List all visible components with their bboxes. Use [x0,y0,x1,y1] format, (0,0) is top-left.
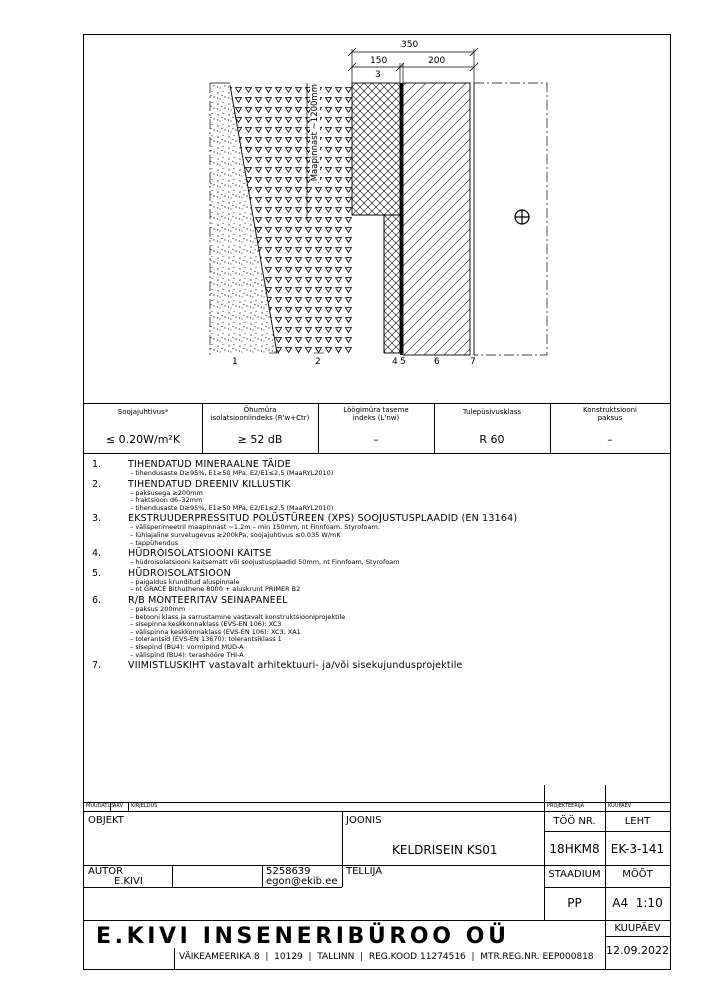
company-name: E.KIVI INSENERIBÜROO OÜ [96,924,510,949]
layer-num-4: 4 [392,357,398,367]
staadium-value: PP [567,896,582,910]
note-item [92,595,662,659]
note-title: TIHENDATUD MINERAALNE TÄIDE [128,459,291,470]
note-title: R/B MONTEERITAV SEINAPANEEL [128,594,288,606]
too-nr-label: TÖÖ NR. [553,816,596,827]
value-fire-class: R 60 [479,433,505,446]
value-thermal: ≤ 0.20W/m²K [105,433,181,446]
note-detail: – tolerantsid (EVS-EN 13670): tolerantsiklass 1 [130,635,282,644]
too-nr-value: 18HKM8 [549,842,600,856]
dim-xps: 150 [370,56,388,66]
header-airborne-sound: Õhumüra isolatsiooniindeks (R'w+Ctr) [210,406,310,422]
note-item [92,479,662,513]
note-number: 7. [92,660,102,672]
note-detail: – lühiajaline survetugevus ≥200kPa, soojajuhtivus ≤0.035 W/mK [130,530,341,539]
layer-num-6: 6 [434,357,440,367]
note-number: 3. [92,513,102,525]
note-item [92,660,662,671]
note-title: HÜDROISOLATSIOON [128,567,231,579]
tellija-label: TELLIJA [346,866,383,877]
note-detail: – paksus 200mm [130,604,186,613]
note-detail: – fraktsioon d6–32mm [130,496,203,505]
note-detail: – tappühendus [130,538,179,547]
objekt-label: OBJEKT [88,815,124,826]
layer-num-5: 5 [400,357,406,367]
note-detail: – betooni klass ja sarrustamine vastavalt konstruktsiooniprojektile [130,612,346,621]
note-number: 1. [92,459,102,470]
note-item [92,548,662,567]
note-detail: – välisperimeetril maapinnast ~1.2m – min 150mm, nt Finnfoam, Styrofoam. [130,523,380,532]
rev-muudatus: MUUDATUS [86,803,115,809]
autor-label: AUTOR [88,866,124,877]
note-detail: – välispinna keskkonnaklass (EVS-EN 106): XC3, XA1 [130,627,301,636]
note-item [92,568,662,594]
header-fire-class: Tulepüsivusklass [462,408,522,416]
note-title: VIIMISTLUSKIHT vastavalt arhitektuuri- ja/või sisekujundusprojektile [128,660,463,672]
dim-waterproofing: 3 [375,70,381,80]
wall-section-drawing [84,35,672,365]
rev-kirjeldus: KIRJELDUS [131,803,158,809]
header-thickness: Konstruktsiooni paksus [582,406,637,422]
note-detail: – nt GRACE Bithuthene 8000 + aluskrunt PRIMER B2 [130,585,301,594]
note-number: 2. [92,478,102,490]
note-title: EKSTRUUDERPRESSITUD POLÜSTÜREEN (XPS) SOOJUSTUSPLAADID (EN 13164) [128,513,518,525]
rev-kuupaev: KUUPÄEV [608,803,632,809]
value-impact-sound: – [373,433,379,446]
note-detail: – välispind (BU4): terashööre THI-A [130,650,244,659]
moot-label: MÕÕT [622,869,653,880]
email: egon@ekib.ee [266,876,338,887]
company-address: VÄIKEAMEERIKA 8 | 10129 | TALLINN | REG.KOOD 11274516 | MTR.REG.NR. EEP000818 [179,952,594,962]
layer-notes [92,459,662,672]
layer-num-1: 1 [232,357,238,367]
note-detail: – hüdroisolatsiooni kaitsematt või soojustusplaadid 50mm, nt Finnfoam, Styrofoam [130,558,400,567]
layer-num-2: 2 [315,357,321,367]
kuupaev-value: 12.09.2022 [606,944,669,957]
leht-label: LEHT [624,816,651,827]
header-impact-sound: Löögimüra taseme indeks (L'nw) [343,406,409,422]
value-airborne-sound: ≥ 52 dB [237,433,283,446]
autor-value: E.KIVI [114,876,143,887]
note-item [92,513,662,547]
note-number: 4. [92,548,102,560]
drawing-sheet [83,34,671,970]
note-title: TIHENDATUD DREENIV KILLUSTIK [128,478,291,490]
note-detail: – tihendusaste D≥95%, E1≥50 MPa, E2/E1≤2,5 (MaaRYL2010) [130,469,334,477]
note-detail: – paksusega ≥200mm [130,488,203,497]
dim-panel: 200 [428,56,446,66]
note-number: 5. [92,567,102,579]
layer-num-7: 7 [470,357,476,367]
ground-level-label: Maapinnast ~1200mm [310,84,320,182]
note-detail: – sisepind (BU4): vormipind MUD-A [130,642,244,651]
note-title: HÜDROISOLATSIOONI KAITSE [128,548,272,560]
rev-arv: ARV [113,803,124,809]
note-number: 6. [92,594,102,606]
phone: 5258639 [266,866,311,877]
note-detail: – paigaldus krunditud aluspinnale [130,577,240,586]
staadium-label: STAADIUM [548,869,601,880]
leht-value: EK-3-141 [610,842,665,856]
joonis-label: JOONIS [346,815,382,826]
kuupaev-label: KUUPÄEV [614,923,661,934]
drawing-title: KELDRISEIN KS01 [392,843,498,857]
note-detail: – tihendusaste D≥95%, E1≥50 MPa, E2/E1≤2,5 (MaaRYL2010) [130,503,334,512]
rev-projekteerija: PROJEKTEERIJA [547,803,585,809]
value-thickness: – [607,433,613,446]
dim-total: 350 [401,40,419,50]
header-thermal: Soojajuhtivus* [117,408,169,416]
moot-value: A4 1:10 [612,896,663,910]
note-item [92,459,662,478]
note-detail: – sisepinna keskkonnaklass (EVS-EN 106): XC3 [130,620,282,629]
